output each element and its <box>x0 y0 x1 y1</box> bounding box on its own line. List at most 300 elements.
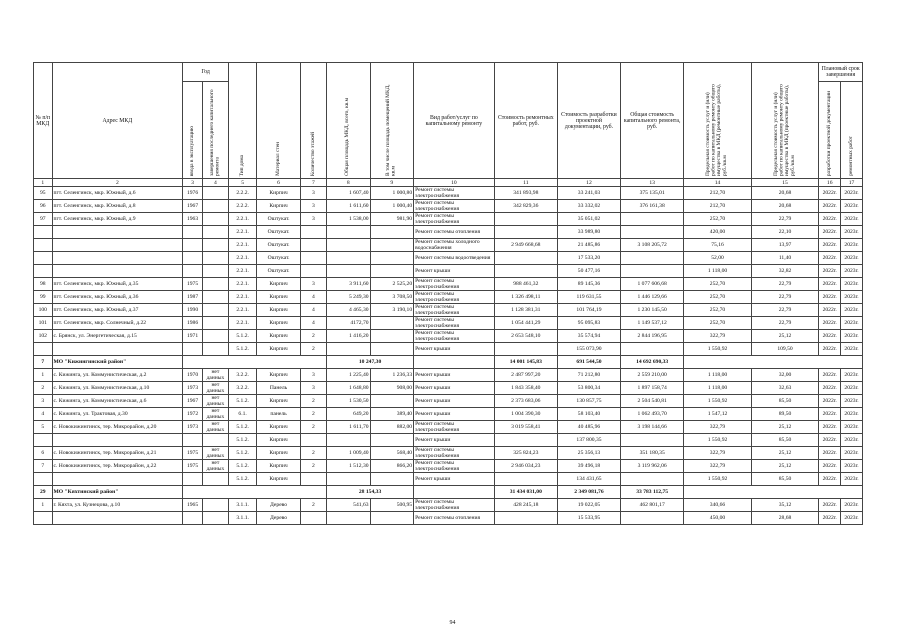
work-type-cell: Ремонт системы электроснабжения <box>414 304 495 317</box>
column-number: 4 <box>202 179 228 187</box>
limit-design-cell: 22,79 <box>751 291 819 304</box>
commission-year-cell <box>183 343 203 356</box>
row-number <box>34 434 53 447</box>
total-area-cell <box>326 434 370 447</box>
table-row <box>34 330 863 343</box>
limit-repair-cell: 212,70 <box>684 200 752 213</box>
house-type-cell: 2.2.1. <box>228 213 256 226</box>
floors-cell: 2 <box>300 408 326 421</box>
work-type-cell: Ремонт системы холодного водоснабжения <box>414 239 495 252</box>
repair-cost-cell: 342 829,36 <box>494 200 557 213</box>
address-cell: пгт. Селенгинск, мкр. Южный, д.37 <box>52 304 183 317</box>
total-area-cell: 4172,70 <box>326 317 370 330</box>
commission-year-cell: 1967 <box>183 395 203 408</box>
limit-design-cell: 25,12 <box>751 330 819 343</box>
page-number: 94 <box>449 620 456 626</box>
section-repair-cost: 31 434 031,00 <box>494 486 557 499</box>
limit-repair-cell: 1 550,92 <box>684 434 752 447</box>
design-deadline-cell: 2022г. <box>819 395 841 408</box>
total-cost-cell: 2 504 540,81 <box>621 395 684 408</box>
address-cell: пгт. Селенгинск, мкр. Южный, д.36 <box>52 291 183 304</box>
premises-area-cell <box>370 473 414 486</box>
commission-year-cell <box>183 265 203 278</box>
address-cell: пгт. Селенгинск, мкр. Солнечный, д.22 <box>52 317 183 330</box>
address-cell: г. Кяхта, ул. Кузнецова, д.10 <box>52 499 183 512</box>
table-row <box>34 421 863 434</box>
limit-design-cell: 20,68 <box>751 200 819 213</box>
header-work-type: Вид работ/услуг по капитальному ремонту <box>414 63 495 179</box>
limit-repair-cell: 252,70 <box>684 291 752 304</box>
house-type-cell: 5.1.2. <box>228 421 256 434</box>
repair-cost-cell: 3 019 558,41 <box>494 421 557 434</box>
repair-cost-cell <box>494 434 557 447</box>
table-row <box>34 252 863 265</box>
premises-area-cell: 389,40 <box>370 408 414 421</box>
design-deadline-cell: 2022г. <box>819 252 841 265</box>
commission-year-cell <box>183 239 203 252</box>
repair-cost-cell: 428 245,18 <box>494 499 557 512</box>
wall-material-cell: Кирпич <box>257 187 301 200</box>
commission-year-cell: 1990 <box>183 304 203 317</box>
limit-design-cell: 22,79 <box>751 213 819 226</box>
wall-material-cell: Дерево <box>257 512 301 525</box>
table-row <box>34 317 863 330</box>
section-design-cost: 2 349 081,76 <box>557 486 620 499</box>
row-number <box>34 239 53 252</box>
wall-material-cell: Оштукат. <box>257 252 301 265</box>
limit-repair-cell: 1 118,00 <box>684 369 752 382</box>
wall-material-cell: Кирпич <box>257 317 301 330</box>
design-deadline-cell: 2022г. <box>819 291 841 304</box>
table-row <box>34 226 863 239</box>
limit-design-cell: 32,00 <box>751 369 819 382</box>
column-number: 15 <box>751 179 819 187</box>
commission-year-cell <box>183 473 203 486</box>
premises-area-cell <box>370 252 414 265</box>
section-total-row <box>34 486 863 499</box>
header-commission-year: ввода в эксплуатацию <box>183 82 203 179</box>
wall-material-cell: Кирпич <box>257 460 301 473</box>
wall-material-cell: Оштукат. <box>257 213 301 226</box>
wall-material-cell: Кирпич <box>257 304 301 317</box>
last-repair-year-cell <box>202 187 228 200</box>
wall-material-cell: Панель <box>257 382 301 395</box>
floors-cell: 2 <box>300 343 326 356</box>
repair-deadline-cell: 2023г. <box>841 408 863 421</box>
floors-cell <box>300 252 326 265</box>
header-repair-cost: Стоимость ремонтных работ, руб. <box>494 63 557 179</box>
limit-repair-cell: 1 550,92 <box>684 473 752 486</box>
address-cell <box>52 226 183 239</box>
row-number: 96 <box>34 200 53 213</box>
last-repair-year-cell <box>202 239 228 252</box>
premises-area-cell: 981,90 <box>370 213 414 226</box>
last-repair-year-cell <box>202 291 228 304</box>
row-number: 7 <box>34 460 53 473</box>
design-cost-cell: 40 485,96 <box>557 421 620 434</box>
total-cost-cell: 3 119 962,06 <box>621 460 684 473</box>
work-type-cell: Ремонт системы электроснабжения <box>414 421 495 434</box>
design-deadline-cell: 2022г. <box>819 343 841 356</box>
section-total-cost: 33 783 112,75 <box>621 486 684 499</box>
address-cell <box>52 473 183 486</box>
address-cell <box>52 434 183 447</box>
total-cost-cell <box>621 512 684 525</box>
limit-design-cell: 28,68 <box>751 512 819 525</box>
work-type-cell: Ремонт крыши <box>414 395 495 408</box>
premises-area-cell <box>370 395 414 408</box>
section-design-cost: 691 544,50 <box>557 356 620 369</box>
wall-material-cell: Кирпич <box>257 395 301 408</box>
commission-year-cell <box>183 226 203 239</box>
design-cost-cell: 71 212,80 <box>557 369 620 382</box>
row-number: 98 <box>34 278 53 291</box>
table-row <box>34 304 863 317</box>
premises-area-cell: 908,00 <box>370 382 414 395</box>
total-cost-cell: 1 062 493,70 <box>621 408 684 421</box>
header-total-area: Общая площадь МКД, всего, кв.м <box>326 63 370 179</box>
work-type-cell: Ремонт системы электроснабжения <box>414 447 495 460</box>
table-row <box>34 460 863 473</box>
limit-repair-cell: 1 547,12 <box>684 408 752 421</box>
repair-deadline-cell: 2023г. <box>841 278 863 291</box>
column-number: 17 <box>841 179 863 187</box>
work-type-cell: Ремонт крыши <box>414 434 495 447</box>
header-number: № п/п МКД <box>34 63 53 179</box>
total-area-cell: 1 225,40 <box>326 369 370 382</box>
house-type-cell: 5.1.2. <box>228 447 256 460</box>
table-row <box>34 200 863 213</box>
last-repair-year-cell: нет данных <box>202 421 228 434</box>
total-cost-cell: 1 446 129,66 <box>621 291 684 304</box>
column-number: 2 <box>52 179 183 187</box>
limit-repair-cell: 252,70 <box>684 213 752 226</box>
last-repair-year-cell <box>202 512 228 525</box>
floors-cell <box>300 226 326 239</box>
floors-cell: 2 <box>300 460 326 473</box>
limit-repair-cell: 252,70 <box>684 317 752 330</box>
limit-design-cell: 85,50 <box>751 395 819 408</box>
total-area-cell: 1 611,70 <box>326 421 370 434</box>
commission-year-cell: 1972 <box>183 408 203 421</box>
floors-cell: 3 <box>300 278 326 291</box>
repair-deadline-cell: 2023г. <box>841 369 863 382</box>
house-type-cell: 2.2.1. <box>228 304 256 317</box>
total-area-cell <box>326 473 370 486</box>
wall-material-cell: панель <box>257 408 301 421</box>
floors-cell: 3 <box>300 369 326 382</box>
repair-cost-cell <box>494 213 557 226</box>
total-area-cell: 1 538,00 <box>326 213 370 226</box>
total-cost-cell: 1 230 145,50 <box>621 304 684 317</box>
limit-design-cell: 22,79 <box>751 278 819 291</box>
last-repair-year-cell: нет данных <box>202 408 228 421</box>
wall-material-cell: Дерево <box>257 499 301 512</box>
design-cost-cell: 155 073,90 <box>557 343 620 356</box>
table-body <box>34 187 863 525</box>
limit-design-cell: 109,50 <box>751 343 819 356</box>
row-number <box>34 473 53 486</box>
floors-cell <box>300 473 326 486</box>
section-repair-cost: 14 001 145,83 <box>494 356 557 369</box>
last-repair-year-cell <box>202 252 228 265</box>
total-cost-cell: 1 077 606,68 <box>621 278 684 291</box>
address-cell: пгт. Селенгинск, мкр. Южный, д.6 <box>52 187 183 200</box>
work-type-cell: Ремонт системы электроснабжения <box>414 187 495 200</box>
repair-deadline-cell: 2023г. <box>841 252 863 265</box>
commission-year-cell: 1975 <box>183 447 203 460</box>
design-deadline-cell: 2022г. <box>819 304 841 317</box>
limit-design-cell: 32,82 <box>751 265 819 278</box>
premises-area-cell: 1 000,80 <box>370 187 414 200</box>
header-limit-design: Предельная стоимость услуг и (или) работ по капитальному ремонту общего имущества в МКД (проектные работы), руб./кв.м <box>751 63 819 179</box>
row-number: 5 <box>34 421 53 434</box>
limit-design-cell: 85,50 <box>751 434 819 447</box>
row-number: 1 <box>34 369 53 382</box>
floors-cell <box>300 434 326 447</box>
last-repair-year-cell <box>202 330 228 343</box>
limit-repair-cell: 1 550,92 <box>684 395 752 408</box>
design-deadline-cell: 2022г. <box>819 447 841 460</box>
work-type-cell: Ремонт системы электроснабжения <box>414 330 495 343</box>
design-deadline-cell: 2022г. <box>819 265 841 278</box>
limit-repair-cell: 75,16 <box>684 239 752 252</box>
limit-repair-cell: 1 550,92 <box>684 343 752 356</box>
design-deadline-cell: 2022г. <box>819 239 841 252</box>
last-repair-year-cell <box>202 265 228 278</box>
address-cell: с. Новокижингинск, тер. Микрорайон, д.21 <box>52 447 183 460</box>
table-row <box>34 395 863 408</box>
design-cost-cell: 25 356,13 <box>557 447 620 460</box>
work-type-cell: Ремонт системы электроснабжения <box>414 291 495 304</box>
table-row <box>34 499 863 512</box>
row-number: 2 <box>34 382 53 395</box>
total-cost-cell: 2 844 196,95 <box>621 330 684 343</box>
premises-area-cell: 866,20 <box>370 460 414 473</box>
total-cost-cell <box>621 473 684 486</box>
row-number <box>34 265 53 278</box>
premises-area-cell <box>370 226 414 239</box>
address-cell: с. Новокижингинск, тер. Микрорайон, д.20 <box>52 421 183 434</box>
total-area-cell <box>326 512 370 525</box>
header-year: Год <box>183 63 229 82</box>
table-row <box>34 382 863 395</box>
address-cell: с. Кижинга, ул. Коммунистическая, д.6 <box>52 395 183 408</box>
row-number: 95 <box>34 187 53 200</box>
header-house-type: Тип дома <box>228 63 256 179</box>
commission-year-cell: 1987 <box>183 291 203 304</box>
design-deadline-cell: 2022г. <box>819 278 841 291</box>
repair-deadline-cell: 2023г. <box>841 317 863 330</box>
limit-repair-cell: 212,70 <box>684 187 752 200</box>
limit-repair-cell: 252,70 <box>684 304 752 317</box>
address-cell <box>52 343 183 356</box>
house-type-cell: 5.1.2. <box>228 473 256 486</box>
limit-repair-cell: 450,00 <box>684 512 752 525</box>
repair-cost-cell: 988 461,32 <box>494 278 557 291</box>
repair-deadline-cell: 2023г. <box>841 265 863 278</box>
limit-design-cell: 89,50 <box>751 408 819 421</box>
commission-year-cell <box>183 512 203 525</box>
house-type-cell: 5.1.2. <box>228 434 256 447</box>
commission-year-cell: 1967 <box>183 200 203 213</box>
last-repair-year-cell <box>202 213 228 226</box>
commission-year-cell: 1986 <box>183 317 203 330</box>
table-row <box>34 213 863 226</box>
wall-material-cell: Кирпич <box>257 434 301 447</box>
row-number: 6 <box>34 447 53 460</box>
repair-deadline-cell: 2023г. <box>841 512 863 525</box>
total-cost-cell: 1 149 537,12 <box>621 317 684 330</box>
address-cell <box>52 239 183 252</box>
design-cost-cell: 119 631,55 <box>557 291 620 304</box>
column-number: 7 <box>300 179 326 187</box>
floors-cell: 4 <box>300 291 326 304</box>
work-type-cell: Ремонт системы электроснабжения <box>414 213 495 226</box>
address-cell: с. Новокижингинск, тер. Микрорайон, д.22 <box>52 460 183 473</box>
floors-cell <box>300 239 326 252</box>
work-type-cell: Ремонт системы электроснабжения <box>414 317 495 330</box>
total-area-cell <box>326 252 370 265</box>
column-number: 14 <box>684 179 752 187</box>
premises-area-cell: 3 708,50 <box>370 291 414 304</box>
premises-area-cell: 3 190,10 <box>370 304 414 317</box>
design-cost-cell: 134 431,65 <box>557 473 620 486</box>
house-type-cell: 2.2.1. <box>228 291 256 304</box>
limit-design-cell: 25,12 <box>751 460 819 473</box>
column-number: 12 <box>557 179 620 187</box>
repair-deadline-cell: 2023г. <box>841 343 863 356</box>
design-deadline-cell: 2022г. <box>819 499 841 512</box>
column-number: 9 <box>370 179 414 187</box>
repair-deadline-cell: 2023г. <box>841 447 863 460</box>
row-number <box>34 252 53 265</box>
table-row <box>34 278 863 291</box>
repair-deadline-cell: 2023г. <box>841 226 863 239</box>
repair-cost-cell <box>494 265 557 278</box>
total-area-cell <box>326 265 370 278</box>
total-area-cell <box>326 239 370 252</box>
design-deadline-cell: 2022г. <box>819 200 841 213</box>
repair-cost-cell: 2 373 683,06 <box>494 395 557 408</box>
last-repair-year-cell <box>202 226 228 239</box>
empty <box>414 486 495 499</box>
repair-deadline-cell: 2023г. <box>841 460 863 473</box>
design-cost-cell: 130 857,75 <box>557 395 620 408</box>
repair-cost-cell: 325 824,23 <box>494 447 557 460</box>
design-cost-cell: 35 051,02 <box>557 213 620 226</box>
column-number: 5 <box>228 179 256 187</box>
premises-area-cell: 1 236,33 <box>370 369 414 382</box>
floors-cell: 3 <box>300 187 326 200</box>
total-cost-cell: 1 897 158,74 <box>621 382 684 395</box>
work-type-cell: Ремонт системы электроснабжения <box>414 278 495 291</box>
design-cost-cell: 53 800,34 <box>557 382 620 395</box>
repair-schedule-table-wrapper <box>33 62 863 525</box>
design-cost-cell: 95 095,83 <box>557 317 620 330</box>
house-type-cell: 3.1.1. <box>228 499 256 512</box>
commission-year-cell: 1975 <box>183 278 203 291</box>
wall-material-cell: Оштукат. <box>257 265 301 278</box>
wall-material-cell: Кирпич <box>257 278 301 291</box>
limit-design-cell: 22,10 <box>751 226 819 239</box>
repair-cost-cell: 341 893,98 <box>494 187 557 200</box>
floors-cell: 4 <box>300 304 326 317</box>
address-cell: с. Кижинга, ул. Коммунистическая, д.10 <box>52 382 183 395</box>
header-last-repair-year: завершения последнего капитального ремонта <box>202 82 228 179</box>
header-design-cost: Стоимость разработки проектной документации, руб. <box>557 63 620 179</box>
repair-cost-cell <box>494 473 557 486</box>
total-cost-cell: 3 108 205,72 <box>621 239 684 252</box>
limit-repair-cell: 340,66 <box>684 499 752 512</box>
repair-cost-cell: 1 054 441,29 <box>494 317 557 330</box>
total-area-cell <box>326 226 370 239</box>
repair-deadline-cell: 2023г. <box>841 330 863 343</box>
floors-cell <box>300 512 326 525</box>
wall-material-cell: Кирпич <box>257 447 301 460</box>
repair-cost-cell: 1 843 358,40 <box>494 382 557 395</box>
house-type-cell: 2.2.2. <box>228 187 256 200</box>
commission-year-cell <box>183 434 203 447</box>
house-type-cell: 2.2.1. <box>228 226 256 239</box>
house-type-cell: 3.1.1. <box>228 512 256 525</box>
last-repair-year-cell: нет данных <box>202 382 228 395</box>
repair-cost-cell: 2 946 034,23 <box>494 460 557 473</box>
repair-cost-cell: 2 949 668,68 <box>494 239 557 252</box>
house-type-cell: 3.2.2. <box>228 369 256 382</box>
design-deadline-cell: 2022г. <box>819 473 841 486</box>
repair-deadline-cell: 2023г. <box>841 382 863 395</box>
header-design-deadline: разработки проектной документации <box>819 82 841 179</box>
last-repair-year-cell <box>202 200 228 213</box>
design-deadline-cell: 2022г. <box>819 330 841 343</box>
house-type-cell: 2.2.1. <box>228 278 256 291</box>
premises-area-cell <box>370 317 414 330</box>
design-deadline-cell: 2022г. <box>819 434 841 447</box>
premises-area-cell <box>370 330 414 343</box>
house-type-cell: 2.2.1. <box>228 317 256 330</box>
header-floors: Количество этажей <box>300 63 326 179</box>
house-type-cell: 5.1.2. <box>228 343 256 356</box>
repair-cost-cell <box>494 512 557 525</box>
commission-year-cell: 1973 <box>183 421 203 434</box>
repair-cost-cell: 2 653 548,10 <box>494 330 557 343</box>
premises-area-cell: 568,40 <box>370 447 414 460</box>
total-cost-cell <box>621 252 684 265</box>
row-number: 4 <box>34 408 53 421</box>
total-area-cell: 1 607,40 <box>326 187 370 200</box>
header-total-cost: Общая стоимость капитального ремонта, руб. <box>621 63 684 179</box>
column-number: 3 <box>183 179 203 187</box>
address-cell <box>52 252 183 265</box>
row-number: 99 <box>34 291 53 304</box>
design-deadline-cell: 2022г. <box>819 317 841 330</box>
commission-year-cell: 1973 <box>183 382 203 395</box>
design-cost-cell: 17 533,20 <box>557 252 620 265</box>
last-repair-year-cell <box>202 434 228 447</box>
design-cost-cell: 89 145,36 <box>557 278 620 291</box>
limit-design-cell: 35,12 <box>751 499 819 512</box>
floors-cell: 3 <box>300 200 326 213</box>
limit-repair-cell: 52,00 <box>684 252 752 265</box>
column-number: 1 <box>34 179 53 187</box>
row-number: 1 <box>34 499 53 512</box>
last-repair-year-cell <box>202 304 228 317</box>
empty <box>183 486 327 499</box>
limit-design-cell: 22,79 <box>751 304 819 317</box>
wall-material-cell: Кирпич <box>257 330 301 343</box>
total-cost-cell <box>621 265 684 278</box>
